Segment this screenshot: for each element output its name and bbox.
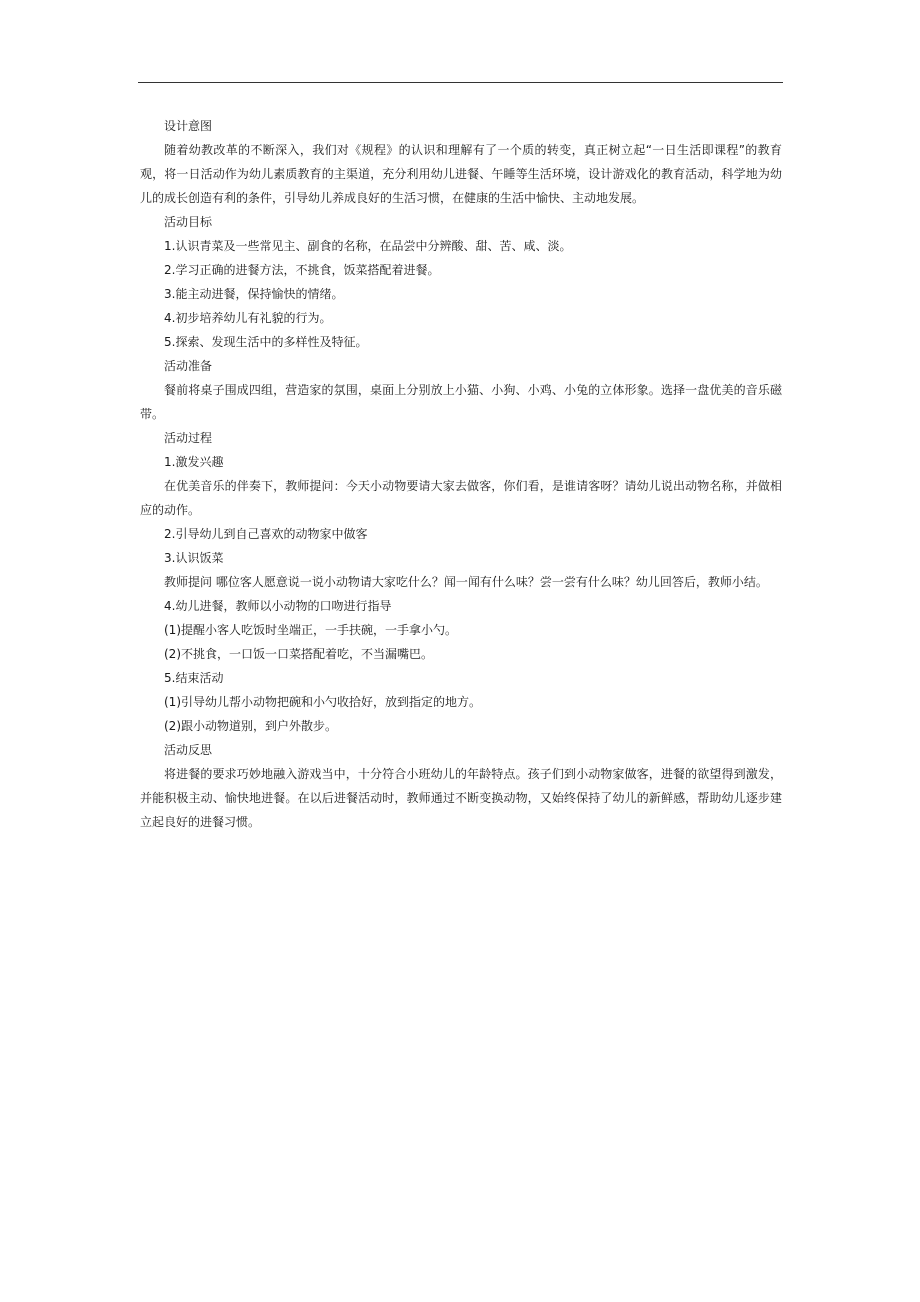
process-step-5: 5.结束活动 <box>164 671 224 685</box>
process-step-5-a: (1)引导幼儿帮小动物把碗和小勺收拾好，放到指定的地方。 <box>164 695 482 709</box>
process-step-2: 2.引导幼儿到自己喜欢的动物家中做客 <box>164 527 368 541</box>
goal-item-5: 5.探索、发现生活中的多样性及特征。 <box>164 335 368 349</box>
paragraph-preparation: 餐前将桌子围成四组，营造家的氛围，桌面上分别放上小猫、小狗、小鸡、小兔的立体形象。选择一盘优美的音乐磁带。 <box>140 383 782 421</box>
paragraph-reflection: 将进餐的要求巧妙地融入游戏当中，十分符合小班幼儿的年龄特点。孩子们到小动物家做客，进餐的欲望得到激发，并能积极主动、愉快地进餐。在以后进餐活动时，教师通过不断变换动物，又始终保持了幼儿的新鲜感，帮助幼儿逐步建立起良好的进餐习惯。 <box>140 767 782 829</box>
goal-item-1: 1.认识青菜及一些常见主、副食的名称，在品尝中分辨酸、甜、苦、咸、淡。 <box>164 239 572 253</box>
process-step-5-b: (2)跟小动物道别，到户外散步。 <box>164 719 337 733</box>
heading-design-intent: 设计意图 <box>164 119 213 133</box>
heading-goals: 活动目标 <box>164 215 213 229</box>
header-rule <box>138 82 783 83</box>
process-step-4: 4.幼儿进餐，教师以小动物的口吻进行指导 <box>164 599 392 613</box>
process-step-3: 3.认识饭菜 <box>164 551 224 565</box>
process-step-4-b: (2)不挑食，一口饭一口菜搭配着吃，不当漏嘴巴。 <box>164 647 433 661</box>
heading-reflection: 活动反思 <box>164 743 213 757</box>
document-body <box>140 114 782 834</box>
process-step-1-text: 在优美音乐的伴奏下，教师提问：今天小动物要请大家去做客，你们看，是谁请客呀？请幼儿说出动物名称，并做相应的动作。 <box>140 479 782 517</box>
goal-item-2: 2.学习正确的进餐方法，不挑食，饭菜搭配着进餐。 <box>164 263 440 277</box>
paragraph-design-intent: 随着幼教改革的不断深入，我们对《规程》的认识和理解有了一个质的转变，真正树立起“一日生活即课程”的教育观，将一日活动作为幼儿素质教育的主渠道，充分利用幼儿进餐、午睡等生活环境，设计游戏化的教育活动，科学地为幼儿的成长创造有利的条件，引导幼儿养成良好的生活习惯，在健康的生活中愉快、主动地发展。 <box>140 143 782 205</box>
process-step-1: 1.激发兴趣 <box>164 455 224 469</box>
heading-preparation: 活动准备 <box>164 359 213 373</box>
process-step-3-text: 教师提问 哪位客人愿意说一说小动物请大家吃什么？闻一闻有什么味？尝一尝有什么味？幼儿回答后，教师小结。 <box>164 575 768 589</box>
process-step-4-a: (1)提醒小客人吃饭时坐端正，一手扶碗，一手拿小勺。 <box>164 623 458 637</box>
goal-item-3: 3.能主动进餐，保持愉快的情绪。 <box>164 287 344 301</box>
goal-item-4: 4.初步培养幼儿有礼貌的行为。 <box>164 311 332 325</box>
heading-process: 活动过程 <box>164 431 213 445</box>
